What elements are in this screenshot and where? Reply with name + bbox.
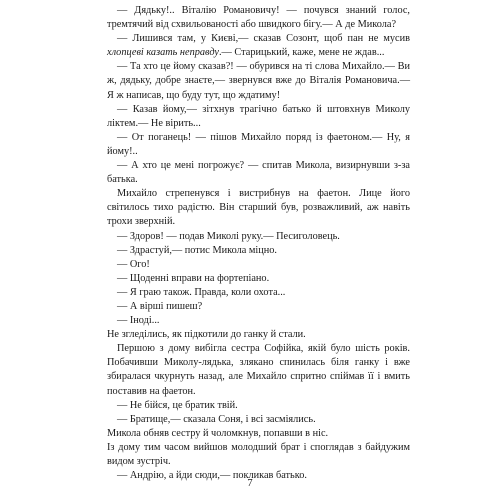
paragraph bbox=[107, 300, 410, 314]
paragraph-text: .— Старицький, каже, мене не ждав... bbox=[218, 47, 385, 59]
paragraph bbox=[107, 187, 410, 229]
page-number: 7 bbox=[247, 478, 253, 489]
paragraph-text: — Братище,— сказала Соня, і всі засміялись. bbox=[117, 413, 316, 425]
paragraph bbox=[107, 32, 410, 60]
paragraph-text: — Іноді... bbox=[117, 315, 160, 327]
paragraph bbox=[107, 230, 410, 244]
paragraph-text: — Ого! bbox=[117, 258, 150, 270]
paragraph bbox=[107, 272, 410, 286]
paragraph-text: — Здоров! — подав Миколі руку.— Песиголовець. bbox=[117, 230, 340, 242]
paragraph bbox=[107, 244, 410, 258]
paragraph bbox=[107, 413, 410, 427]
paragraph-text: — А хто це мені погрожує? — спитав Микола, визирнувши з-за батька. bbox=[107, 160, 410, 186]
paragraph bbox=[107, 159, 410, 187]
paragraph bbox=[107, 314, 410, 328]
paragraph-text: — Казав йому,— зітхнув трагічно батько й штовхнув Миколу ліктем.— Не вірить... bbox=[107, 103, 410, 129]
paragraph-text: — Здрастуй,— потис Микола міцно. bbox=[117, 244, 278, 256]
paragraph bbox=[107, 328, 410, 342]
paragraph bbox=[107, 258, 410, 272]
page-text bbox=[107, 4, 410, 483]
paragraph bbox=[107, 60, 410, 102]
paragraph-text: — Андрію, а йди сюди,— покликав батько. bbox=[117, 470, 307, 482]
paragraph bbox=[107, 103, 410, 131]
paragraph-text: — А вірші пишеш? bbox=[117, 300, 203, 312]
paragraph bbox=[107, 342, 410, 398]
paragraph-text: Першою з дому вибігла сестра Софійка, якій було шість років. Побачивши Миколу-лядька, злякано спинилась біля ганку і вже збиралася чкурнуть назад, але Михайло спритно спіймав її і вмить поставив на фаетон. bbox=[107, 343, 410, 397]
paragraph bbox=[107, 441, 410, 469]
paragraph-text: — Дядьку!.. Віталію Романовичу! — почувся знаний голос, тремтячий від схвильованості або швидкого бігу.— А де Микола? bbox=[107, 5, 410, 31]
paragraph-text: Із дому тим часом вийшов молодший брат і споглядав з байдужим видом зустріч. bbox=[107, 441, 410, 467]
paragraph-text: — Лишився там, у Києві,— сказав Созонт, щоб пан не мусив bbox=[117, 33, 410, 45]
paragraph-text: — Я граю також. Правда, коли охота... bbox=[117, 286, 286, 298]
paragraph-text: Не згледілись, як підкотили до ганку й стали. bbox=[107, 329, 306, 341]
paragraph bbox=[107, 427, 410, 441]
italic-text: хлопцеві казать неправду bbox=[107, 47, 219, 59]
paragraph-text: Микола обняв сестру й чоломкнув, попавши в ніс. bbox=[107, 427, 329, 439]
paragraph bbox=[107, 4, 410, 32]
paragraph bbox=[107, 399, 410, 413]
paragraph-text: Михайло стрепенувся і вистрибнув на фаетон. Лице його світилось тихо радістю. Він старший був, розважливий, аж навіть трохи зверхній. bbox=[107, 188, 410, 228]
paragraph bbox=[107, 286, 410, 300]
paragraph-text: — От поганець! — пішов Михайло поряд із фаетоном.— Ну, я йому!.. bbox=[107, 131, 410, 157]
paragraph-text: — Та хто це йому сказав?! — обурився на ті слова Михайло.— Ви ж, дядьку, добре знаєте,— звернувся вже до Віталія Романовича.— Я ж написав, що буду тут, що ждатиму! bbox=[107, 61, 410, 101]
paragraph bbox=[107, 131, 410, 159]
paragraph-text: — Щоденні вправи на фортепіано. bbox=[117, 272, 270, 284]
paragraph-text: — Не бійся, це братик твій. bbox=[117, 399, 238, 411]
